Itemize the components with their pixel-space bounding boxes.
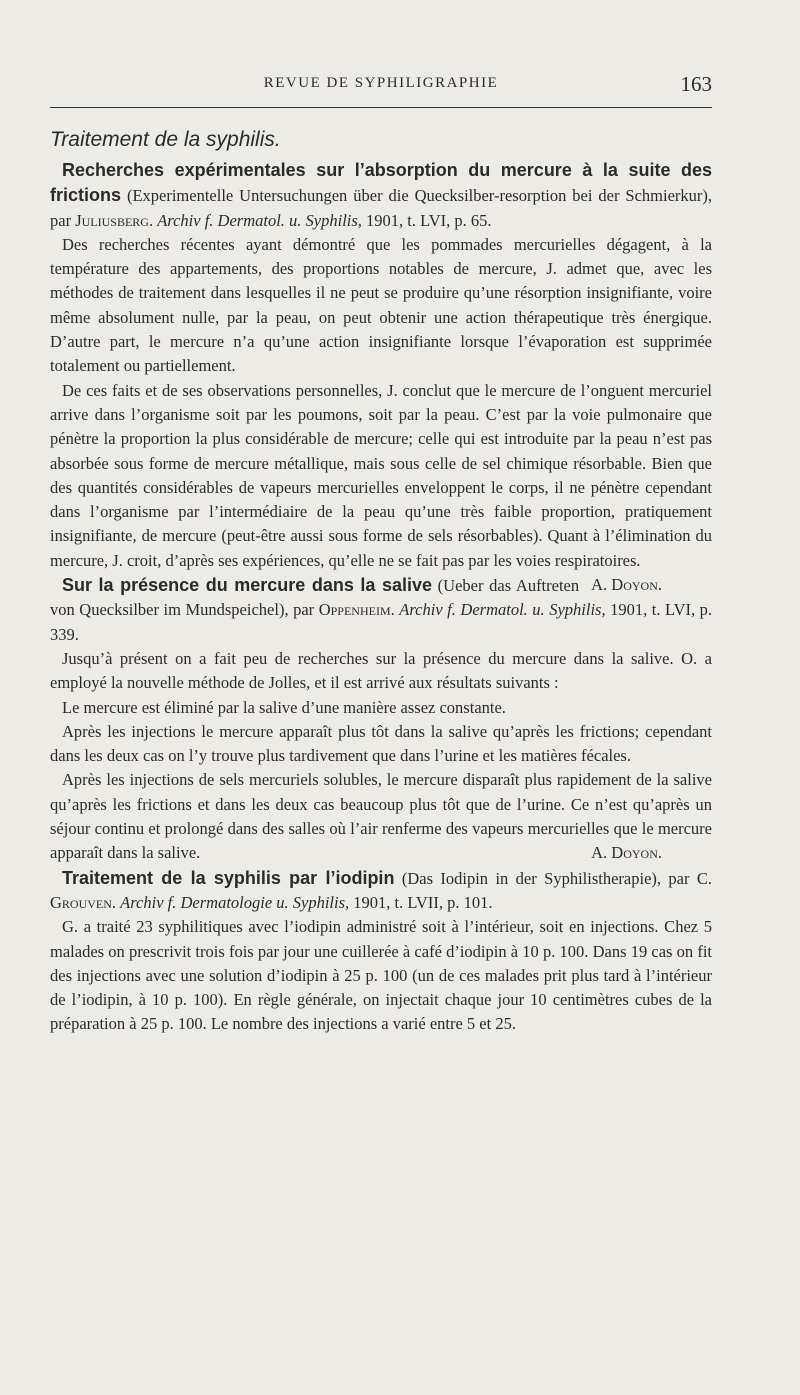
paragraph-text: De ces faits et de ses observations personnelles, J. conclut que le mercure de l’onguent mercuriel arrive dans l’organisme soit par les poumons, soit par la peau. C’est par la voie pulmonaire que pénètre la proportion la plus considérable de mercure; celle qui est introduite par la peau n’est pas absorbée sous forme de mercure métallique, mais sous celle de sel chimique résorbable. Bien que des quantités considérables de vapeurs mercurielles enveloppent le corps, il ne pénètre cependant dans l’organisme par l’intermédiaire de la peau qu’une très faible proportion, pratiquement insignifiante, de mercure (peut-être aussi sous forme de sels résorbables). Quant à l’élimination du mercure, J. croit, d’après ses expériences, qu’elle ne se fait pas par les voies respiratoires. [50,380,712,570]
running-header [50,72,712,98]
entry-author: Oppenheim. [318,600,395,620]
entry-journal: Archiv f. Dermatol. u. Syphilis, [157,210,362,230]
entry-author: Juliusberg. [75,210,154,230]
paragraph: Le mercure est éliminé par la salive d’une manière assez constante. [62,697,506,717]
entry-journal: Archiv f. Dermatologie u. Syphilis, [120,892,350,912]
entry-title: Recherches expérimentales sur l’absorption du mercure à la suite des frictions [50,160,712,206]
entry-reference: 1901, t. LVI, p. 339. [50,600,713,644]
entry-author: Grouven. [50,892,117,912]
paragraph: Des recherches récentes ayant démontré que les pommades mercurielles dégagent, à la température des appartements, des proportions notables de mercure, J. admet que, avec les méthodes de traitement dans lesquelles il ne peut se produire qu’une résorption insignifiante, voire même absolument nulle, par la peau, on peut obtenir une action thérapeutique très énergique. D’autre part, le mercure n’a qu’une action insignifiante lorsque l’évaporation est supprimée totalement ou partiellement. [50,234,712,376]
header-rule [50,107,712,108]
paragraph: Après les injections le mercure apparaît plus tôt dans la salive qu’après les frictions; cependant dans les deux cas on l’y trouve plus tardivement que dans l’urine et les matières fécales. [50,721,712,766]
page-number: 163 [680,72,712,96]
paragraph-text: Après les injections de sels mercuriels solubles, le mercure disparaît plus rapidement de la salive qu’après les frictions et dans les deux cas beaucoup plus tôt que de l’urine. Ce n’est qu’après un séjour continu et prolongé dans des salles où l’air renferme des vapeurs mercurielles que le mercure apparaît dans la salive. [50,770,712,863]
entry-reference: 1901, t. LVII, p. 101. [353,892,493,912]
signature: A. Doyon. [591,575,662,595]
paragraph: G. a traité 23 syphilitiques avec l’iodipin administré soit à l’intérieur, soit en injections. Chez 5 malades on prescrivit trois fois par jour une cuillerée à café d’iodipin à 10 p. 100. Dans 19 cas on fit des injections avec une solution d’iodipin à 25 p. 100 (un de ces malades prit plus tard à l’intérieur de l’iodipin, à 10 p. 100). En règle générale, on injectait chaque jour 10 centimètres cubes de la préparation à 25 p. 100. Le nombre des injections a varié entre 5 et 25. [50,917,712,1034]
entry-translation: (Experimentelle Untersuchungen über die Quecksilber-resorption bei der Schmierkur), par [50,186,712,230]
entry-translation: (Das Iodipin in der Syphilistherapie), par C. [401,868,712,888]
entry-heading [50,158,712,233]
entry-title: Sur la présence du mercure dans la salive [62,575,432,596]
entry-heading [50,866,712,916]
entry-translation: (Ueber das Auftreten von Quecksilber im Mundspeichel), par [50,576,580,620]
signature: A. Doyon. [591,843,662,863]
entry-journal: Archiv f. Dermatol. u. Syphilis, [399,600,606,620]
entry-reference: 1901, t. LVI, p. 65. [366,210,492,230]
entry-title: Traitement de la syphilis par l’iodipin [62,867,395,888]
paragraph [50,768,712,865]
article-body [50,126,712,1037]
running-title: REVUE DE SYPHILIGRAPHIE [263,75,499,91]
section-title: Traitement de la syphilis. [50,128,281,151]
paragraph: Jusqu’à présent on a fait peu de recherches sur la présence du mercure dans la salive. O. a employé la nouvelle méthode de Jolles, et il est arrivé aux résultats suivants : [50,648,712,693]
